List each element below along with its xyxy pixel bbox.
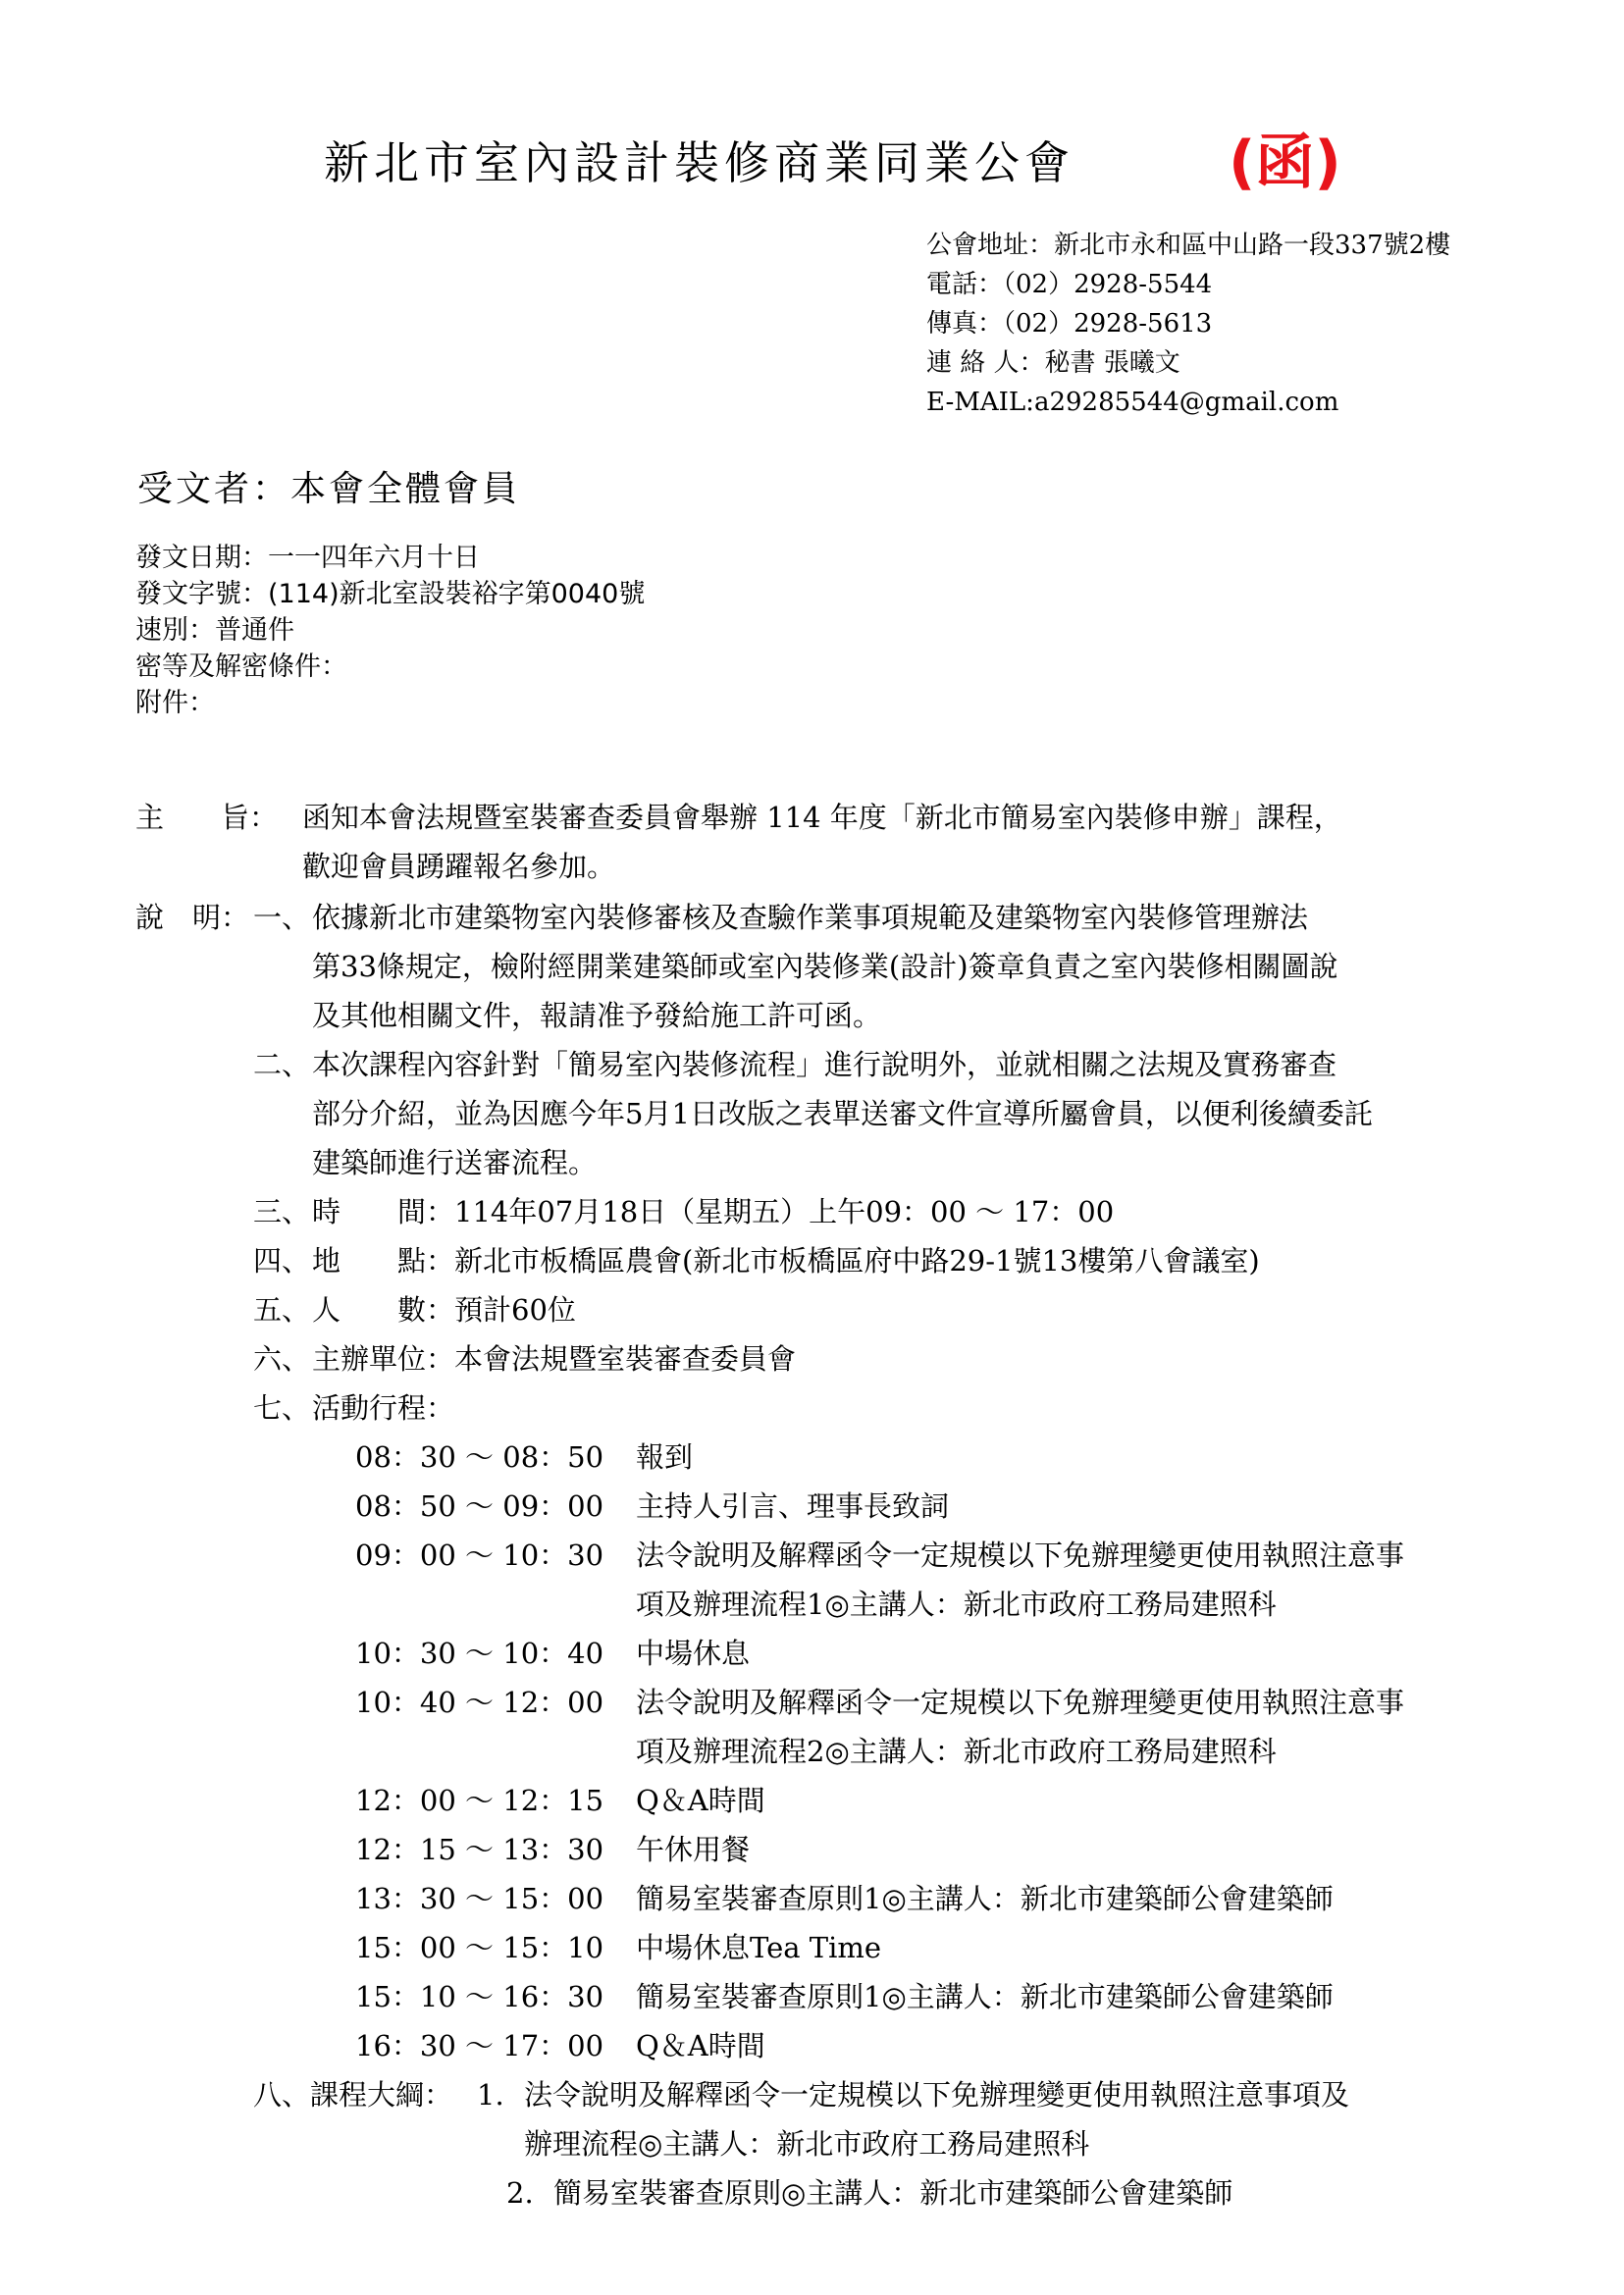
event-capacity: 人 數：預計60位 <box>312 1293 576 1327</box>
item-prefix: 二、 <box>253 1048 311 1081</box>
item-line: 本次課程內容針對「簡易室內裝修流程」進行說明外，並就相關之法規及實務審查 <box>312 1048 1337 1081</box>
document-number: 發文字號：(114)新北室設裝裕字第0040號 <box>135 579 646 609</box>
document-type-label: (函) <box>1229 129 1341 197</box>
schedule-activity-cont: 項及辦理流程2◎主講人：新北市政府工務局建照科 <box>636 1735 1277 1768</box>
item-line: 建築師進行送審流程。 <box>312 1146 598 1179</box>
schedule-activity: 簡易室裝審查原則1◎主講人：新北市建築師公會建築師 <box>636 1882 1334 1915</box>
event-organizer: 主辦單位：本會法規暨室裝審查委員會 <box>312 1342 797 1376</box>
item-prefix: 三、 <box>253 1195 311 1228</box>
recipient-line: 受文者：本會全體會員 <box>137 469 521 509</box>
contact-block <box>926 226 1450 422</box>
urgency: 速別：普通件 <box>135 615 294 646</box>
outline-item-cont: 辦理流程◎主講人：新北市政府工務局建照科 <box>524 2127 1090 2161</box>
schedule-activity: Q＆A時間 <box>636 2029 765 2062</box>
item-line: 及其他相關文件，報請准予發給施工許可函。 <box>312 999 882 1032</box>
schedule-activity: 報到 <box>636 1440 694 1474</box>
schedule-activity: 中場休息Tea Time <box>636 1931 882 1964</box>
subject-line: 歡迎會員踴躍報名參加。 <box>302 850 616 883</box>
outline-num: 2. <box>506 2176 534 2210</box>
contact-phone: 電話：（02）2928-5544 <box>926 270 1213 299</box>
schedule-activity: 午休用餐 <box>636 1833 751 1866</box>
schedule-activity: 法令說明及解釋函令一定規模以下免辦理變更使用執照注意事 <box>636 1686 1405 1719</box>
attachments: 附件： <box>135 688 215 718</box>
schedule-time: 12：00 ～ 12：15 <box>355 1784 604 1817</box>
schedule-time: 12：15 ～ 13：30 <box>355 1833 604 1866</box>
explanation-label: 說 明： <box>135 901 250 934</box>
schedule-heading: 活動行程： <box>312 1391 455 1425</box>
issue-date: 發文日期：一一四年六月十日 <box>135 543 480 573</box>
schedule-activity: 中場休息 <box>636 1637 751 1670</box>
schedule-activity: 簡易室裝審查原則1◎主講人：新北市建築師公會建築師 <box>636 1980 1334 2013</box>
document-meta <box>135 540 645 721</box>
schedule-activity: 主持人引言、理事長致詞 <box>636 1489 950 1523</box>
contact-fax: 傳真：（02）2928-5613 <box>926 309 1213 339</box>
item-prefix: 五、 <box>253 1293 311 1327</box>
item-line: 依據新北市建築物室內裝修審核及查驗作業事項規範及建築物室內裝修管理辦法 <box>312 901 1309 934</box>
item-line: 第33條規定，檢附經開業建築師或室內裝修業(設計)簽章負責之室內裝修相關圖說 <box>312 950 1338 983</box>
event-location: 地 點：新北市板橋區農會(新北市板橋區府中路29-1號13樓第八會議室) <box>312 1244 1260 1278</box>
item-prefix: 七、 <box>253 1391 311 1425</box>
schedule-time: 10：40 ～ 12：00 <box>355 1686 604 1719</box>
outline-num: 1. <box>477 2078 504 2112</box>
schedule-time: 09：00 ～ 10：30 <box>355 1539 604 1572</box>
item-prefix: 一、 <box>253 901 311 934</box>
item-prefix: 六、 <box>253 1342 311 1376</box>
subject-label: 主 旨： <box>135 801 279 834</box>
schedule-time: 15：00 ～ 15：10 <box>355 1931 604 1964</box>
subject-line: 函知本會法規暨室裝審查委員會舉辦 114 年度「新北市簡易室內裝修申辦」課程， <box>302 801 1342 834</box>
item-prefix: 四、 <box>253 1244 311 1278</box>
schedule-activity: 法令說明及解釋函令一定規模以下免辦理變更使用執照注意事 <box>636 1539 1405 1572</box>
schedule-time: 08：50 ～ 09：00 <box>355 1489 604 1523</box>
contact-email: E-MAIL:a29285544@gmail.com <box>926 388 1339 417</box>
outline-item: 法令說明及解釋函令一定規模以下免辦理變更使用執照注意事項及 <box>524 2078 1350 2112</box>
organization-title: 新北市室內設計裝修商業同業公會 <box>324 136 1074 189</box>
schedule-activity: Q＆A時間 <box>636 1784 765 1817</box>
schedule-time: 15：10 ～ 16：30 <box>355 1980 604 2013</box>
outline-label: 八、課程大綱： <box>253 2078 453 2112</box>
schedule-time: 16：30 ～ 17：00 <box>355 2029 604 2062</box>
schedule-activity-cont: 項及辦理流程1◎主講人：新北市政府工務局建照科 <box>636 1588 1277 1621</box>
schedule-time: 08：30 ～ 08：50 <box>355 1440 604 1474</box>
schedule-time: 10：30 ～ 10：40 <box>355 1637 604 1670</box>
item-line: 部分介紹，並為因應今年5月1日改版之表單送審文件宣導所屬會員，以便利後續委託 <box>312 1097 1373 1130</box>
contact-person: 連 絡 人：秘書 張曦文 <box>926 348 1180 378</box>
contact-address: 公會地址：新北市永和區中山路一段337號2樓 <box>926 231 1451 260</box>
schedule-time: 13：30 ～ 15：00 <box>355 1882 604 1915</box>
outline-item: 簡易室裝審查原則◎主講人：新北市建築師公會建築師 <box>553 2176 1233 2210</box>
event-time: 時 間：114年07月18日（星期五）上午09：00 ～ 17：00 <box>312 1195 1115 1228</box>
classification: 密等及解密條件： <box>135 652 347 682</box>
